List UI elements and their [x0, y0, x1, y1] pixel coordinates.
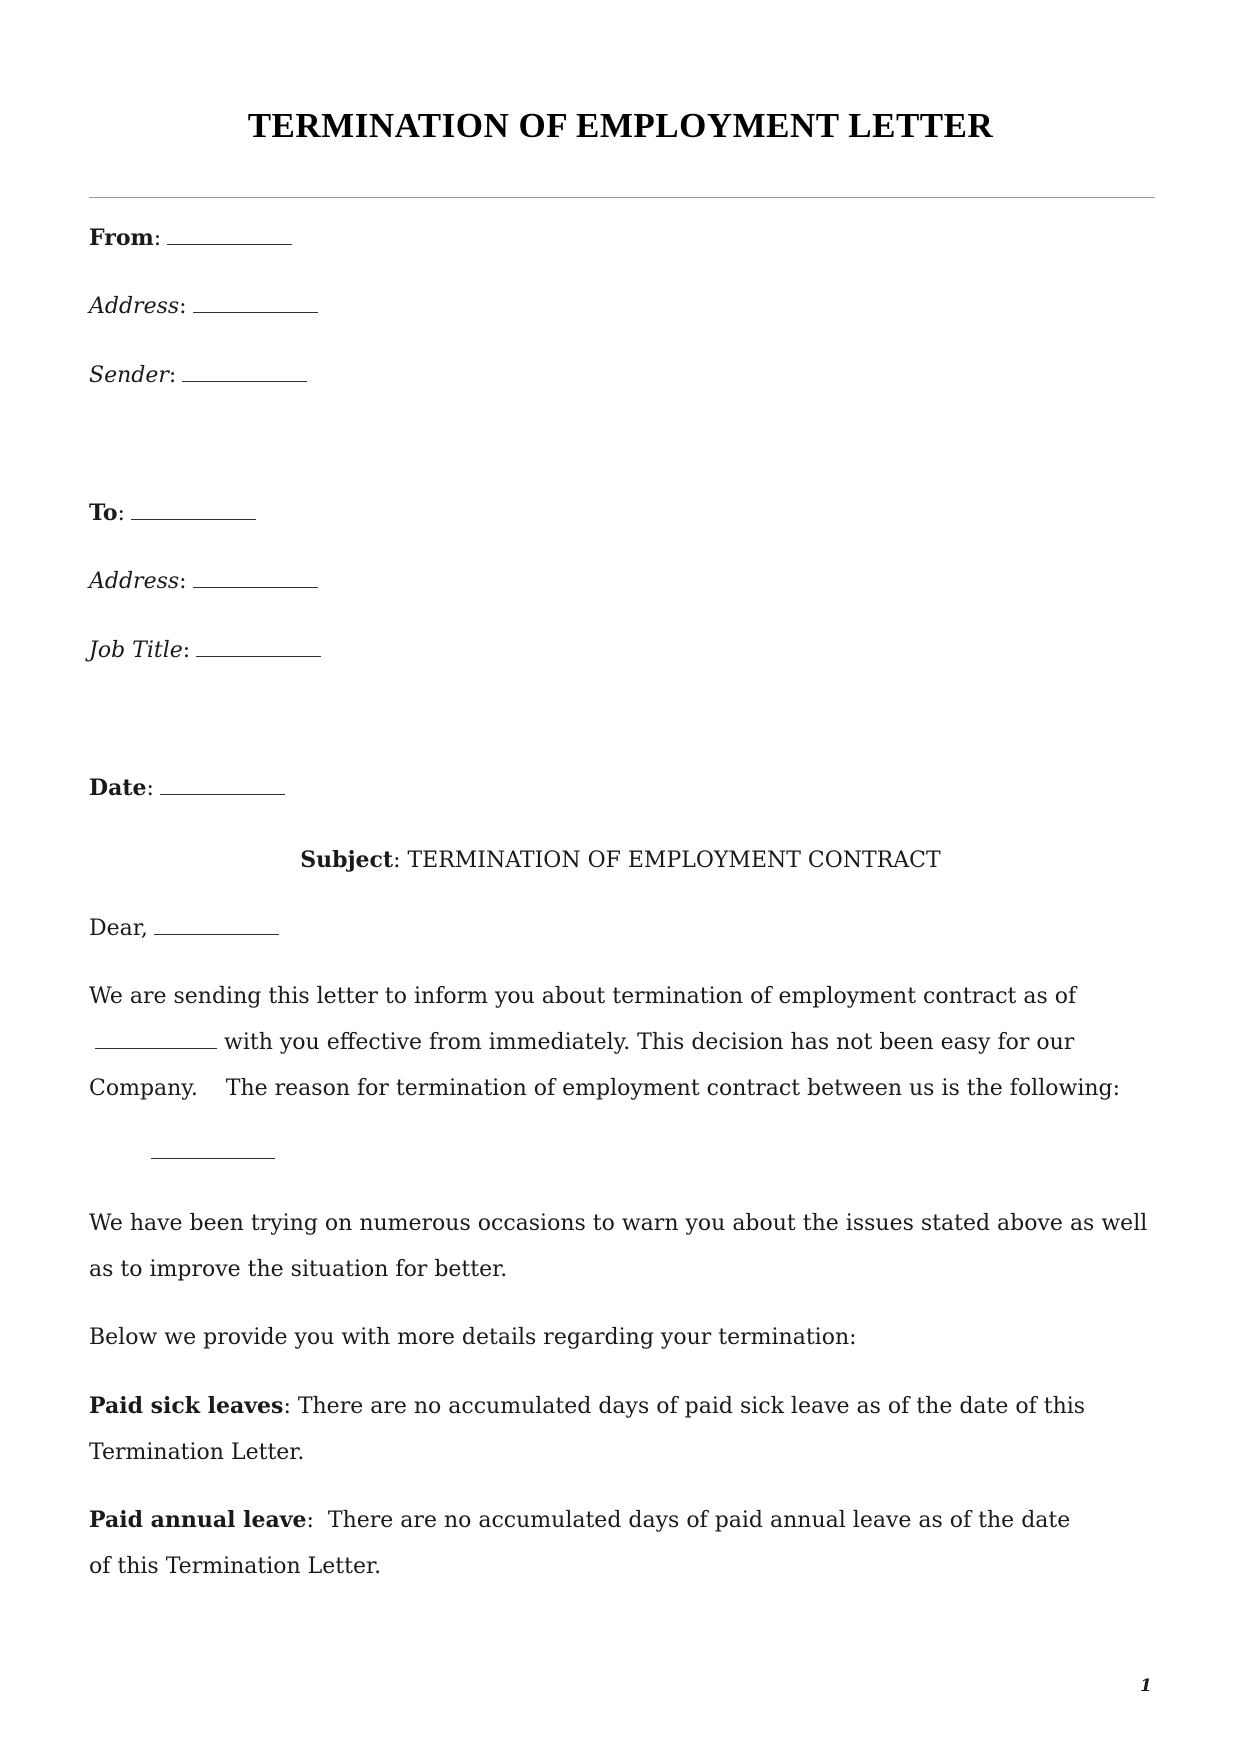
sender-label: Sender: [89, 363, 169, 388]
from-label: From: [89, 225, 154, 251]
to-address-blank[interactable]: [193, 569, 318, 588]
sender-field: Sender:: [89, 362, 307, 390]
job-title-field: Job Title:: [89, 637, 321, 665]
from-address-field: Address:: [89, 293, 318, 321]
annual-leave-label: Paid annual leave: [89, 1507, 307, 1533]
annual-leave-paragraph: [89, 1497, 1089, 1590]
subject-line: [0, 846, 1241, 875]
from-address-label: Address: [89, 294, 180, 319]
annual-leave-text: : There are no accumulated days of paid annual leave as of the date of this Termination Letter.: [89, 1508, 1071, 1579]
page-number: 1: [1140, 1676, 1152, 1696]
intro-text-1: We are sending this letter to inform you about termination of employment contract as of: [89, 984, 1077, 1009]
salutation: [89, 915, 279, 943]
sick-leave-label: Paid sick leaves: [89, 1393, 284, 1419]
to-address-field: Address:: [89, 568, 318, 596]
intro-text-2: with you effective from immediately. This decision has not been easy for our Company. The reason for termination of employment contract between us is the following:: [89, 1030, 1121, 1101]
to-field: To:: [89, 499, 256, 528]
sick-leave-text: : There are no accumulated days of paid sick leave as of the date of this Termination Letter.: [89, 1394, 1086, 1465]
from-address-blank[interactable]: [193, 294, 318, 313]
details-intro: Below we provide you with more details regarding your termination:: [89, 1325, 857, 1350]
title-divider: [89, 197, 1155, 198]
recipient-name-blank[interactable]: [154, 916, 279, 935]
job-title-blank[interactable]: [196, 638, 321, 657]
subject-text: : TERMINATION OF EMPLOYMENT CONTRACT: [393, 848, 941, 873]
sick-leave-paragraph: [89, 1383, 1089, 1476]
salutation-text: Dear,: [89, 916, 148, 941]
termination-date-blank[interactable]: [95, 1030, 217, 1049]
date-label: Date: [89, 775, 147, 801]
subject-label: Subject: [300, 847, 394, 873]
to-label: To: [89, 500, 118, 526]
document-title: TERMINATION OF EMPLOYMENT LETTER: [247, 106, 994, 145]
date-field: Date:: [89, 774, 285, 803]
date-blank[interactable]: [160, 776, 285, 795]
reason-blank[interactable]: [151, 1158, 275, 1159]
intro-paragraph: [89, 974, 1155, 1112]
warning-paragraph: We have been trying on numerous occasions to warn you about the issues stated above as well as to improve the situation for better.: [89, 1211, 1148, 1282]
from-blank[interactable]: [167, 226, 292, 245]
sender-blank[interactable]: [182, 363, 307, 382]
job-title-label: Job Title: [89, 638, 183, 663]
to-blank[interactable]: [131, 501, 256, 520]
to-address-label: Address: [89, 569, 180, 594]
from-field: From:: [89, 224, 292, 253]
